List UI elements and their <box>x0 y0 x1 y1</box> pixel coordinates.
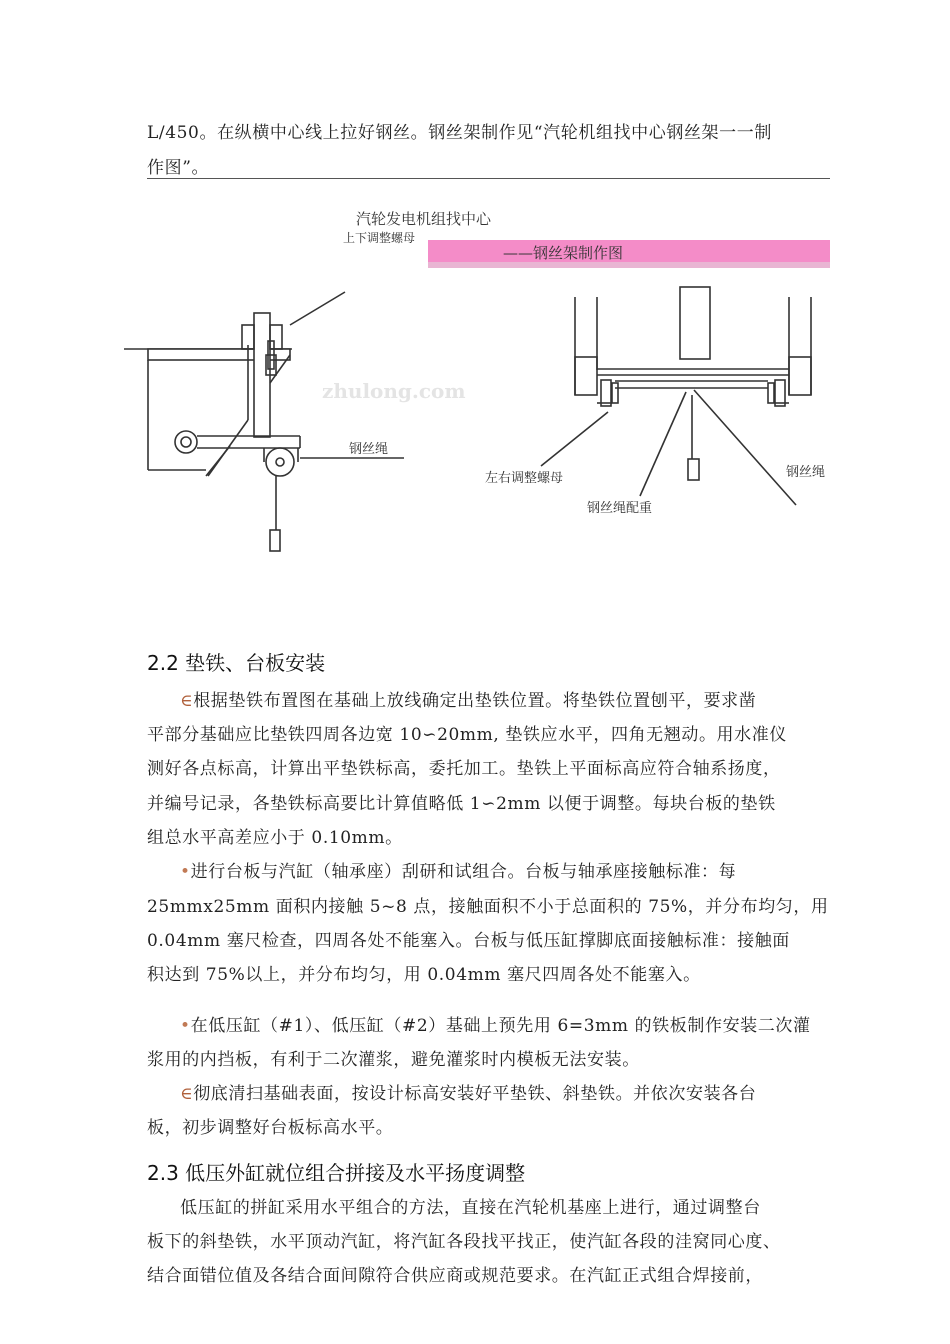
bullet-icon: • <box>180 1016 191 1036</box>
p3-line-1: •在低压缸（#1）、低压缸（#2）基础上预先用 6=3mm 的铁板制作安装二次灌 <box>180 1016 811 1036</box>
bullet-icon: • <box>180 862 191 882</box>
p1-line-4: 并编号记录，各垫铁标高要比计算值略低 1∽2mm 以便于调整。每块台板的垫铁 <box>147 794 776 814</box>
s23-line-2: 板下的斜垫铁，水平顶动汽缸，将汽缸各段找平找正，使汽缸各段的洼窝同心度、 <box>147 1232 781 1252</box>
bullet-icon: ∈ <box>180 1084 194 1104</box>
label-lr-nut: 左右调整螺母 <box>485 471 564 486</box>
p1-line-2: 平部分基础应比垫铁四周各边宽 10∽20mm, 垫铁应水平，四角无翘动。用水准仪 <box>147 725 787 745</box>
section-2-2-heading: 2.2 垫铁、台板安装 <box>147 651 326 675</box>
p1-line-1: ∈根据垫铁布置图在基础上放线确定出垫铁位置。将垫铁位置刨平，要求凿 <box>180 691 757 711</box>
intro-line-1: L/450。在纵横中心线上拉好钢丝。钢丝架制作见“汽轮机组找中心钢丝架一一制 <box>147 123 772 143</box>
p1-line-3: 测好各点标高，计算出平垫铁标高，委托加工。垫铁上平面标高应符合轴系扬度， <box>147 759 781 779</box>
label-wire-left: 钢丝绳 <box>349 442 389 457</box>
intro-line-2: 作图”。 <box>147 158 210 178</box>
figure-title-2: ——钢丝架制作图 <box>503 244 624 262</box>
bullet-icon: ∈ <box>180 691 194 711</box>
p2-line-2: 25mmx25mm 面积内接触 5~8 点，接触面积不小于总面积的 75%，并分布均匀，用 <box>147 897 829 917</box>
label-wire-right: 钢丝绳 <box>786 465 826 480</box>
figure-title-1: 汽轮发电机组找中心 <box>356 210 492 228</box>
label-counterweight: 钢丝绳配重 <box>587 501 653 516</box>
right-drawing <box>541 287 811 505</box>
p2-line-3: 0.04mm 塞尺检查，四周各处不能塞入。台板与低压缸撑脚底面接触标准：接触面 <box>147 931 790 951</box>
s23-line-1: 低压缸的拼缸采用水平组合的方法，直接在汽轮机基座上进行，通过调整台 <box>180 1198 761 1218</box>
label-up-down-nut: 上下调整螺母 <box>343 231 416 245</box>
p1-line-5: 组总水平高差应小于 0.10mm。 <box>147 828 403 848</box>
watermark: zhulong.com <box>322 379 466 403</box>
p4-line-1: ∈彻底清扫基础表面，按设计标高安装好平垫铁、斜垫铁。并依次安装各台 <box>180 1084 757 1104</box>
p4-line-2: 板，初步调整好台板标高水平。 <box>147 1118 394 1138</box>
p2-line-1: •进行台板与汽缸（轴承座）刮研和试组合。台板与轴承座接触标准：每 <box>180 862 737 882</box>
wire-frame-figure <box>0 0 950 620</box>
p3-line-2: 浆用的内挡板，有利于二次灌浆，避免灌浆时内模板无法安装。 <box>147 1050 640 1070</box>
s23-line-3: 结合面错位值及各结合面间隙符合供应商或规范要求。在汽缸正式组合焊接前， <box>147 1266 763 1286</box>
section-2-3-heading: 2.3 低压外缸就位组合拼接及水平扬度调整 <box>147 1161 526 1185</box>
p2-line-4: 积达到 75%以上，并分布均匀，用 0.04mm 塞尺四周各处不能塞入。 <box>147 965 701 985</box>
left-drawing <box>124 292 404 551</box>
